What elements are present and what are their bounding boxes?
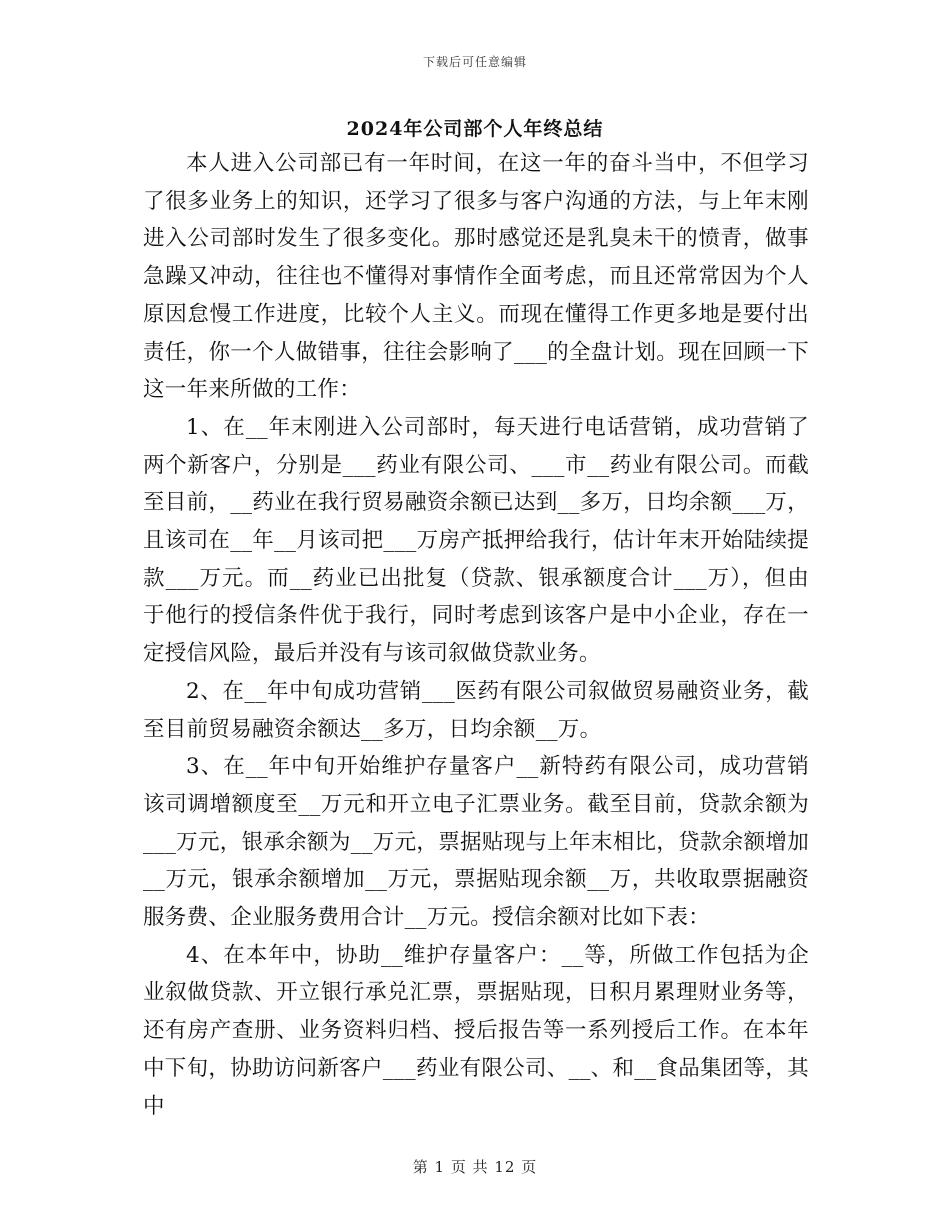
paragraph-item-1: 1、在__年末刚进入公司部时，每天进行电话营销，成功营销了两个新客户，分别是___药业有限公司、___市__药业有限公司。而截至目前，__药业在我行贸易融资余额已达到__多万，日均余额___万，且该司在__年__月该司把___万房产抵押给我行，估计年末开始陆续提款___万元。而__药业已出批复（贷款、银承额度合计___万），但由于他行的授信条件优于我行，同时考虑到该客户是中小企业，存在一定授信风险，最后并没有与该司叙做贷款业务。 <box>143 414 809 667</box>
paragraph-item-4: 4、在本年中，协助__维护存量客户：__等，所做工作包括为企业叙做贷款、开立银行承兑汇票，票据贴现，日积月累理财业务等，还有房产查册、业务资料归档、授后报告等一系列授后工作。在本年中下旬，协助访问新客户___药业有限公司、__、和__食品集团等，其中 <box>143 942 809 1119</box>
header-note: 下载后可任意编辑 <box>422 55 527 69</box>
document-title: 2024年公司部个人年终总结 <box>346 118 604 140</box>
paragraph-item-3: 3、在__年中旬开始维护存量客户__新特药有限公司，成功营销该司调增额度至__万元和开立电子汇票业务。截至目前，贷款余额为___万元，银承余额为__万元，票据贴现与上年末相比，贷款余额增加__万元，银承余额增加__万元，票据贴现余额__万，共收取票据融资服务费、企业服务费用合计__万元。授信余额对比如下表： <box>143 754 809 931</box>
page-number-footer: 第 1 页 共 12 页 <box>412 1158 538 1176</box>
document-body <box>143 145 809 1125</box>
paragraph-item-2: 2、在__年中旬成功营销___医药有限公司叙做贸易融资业务，截至目前贸易融资余额达__多万，日均余额__万。 <box>143 678 809 742</box>
paragraph-intro: 本人进入公司部已有一年时间，在这一年的奋斗当中，不但学习了很多业务上的知识，还学习了很多与客户沟通的方法，与上年末刚进入公司部时发生了很多变化。那时感觉还是乳臭未干的愤青，做事急躁又冲动，往往也不懂得对事情作全面考虑，而且还常常因为个人原因怠慢工作进度，比较个人主义。而现在懂得工作更多地是要付出责任，你一个人做错事，往往会影响了___的全盘计划。现在回顾一下这一年来所做的工作： <box>143 151 809 403</box>
